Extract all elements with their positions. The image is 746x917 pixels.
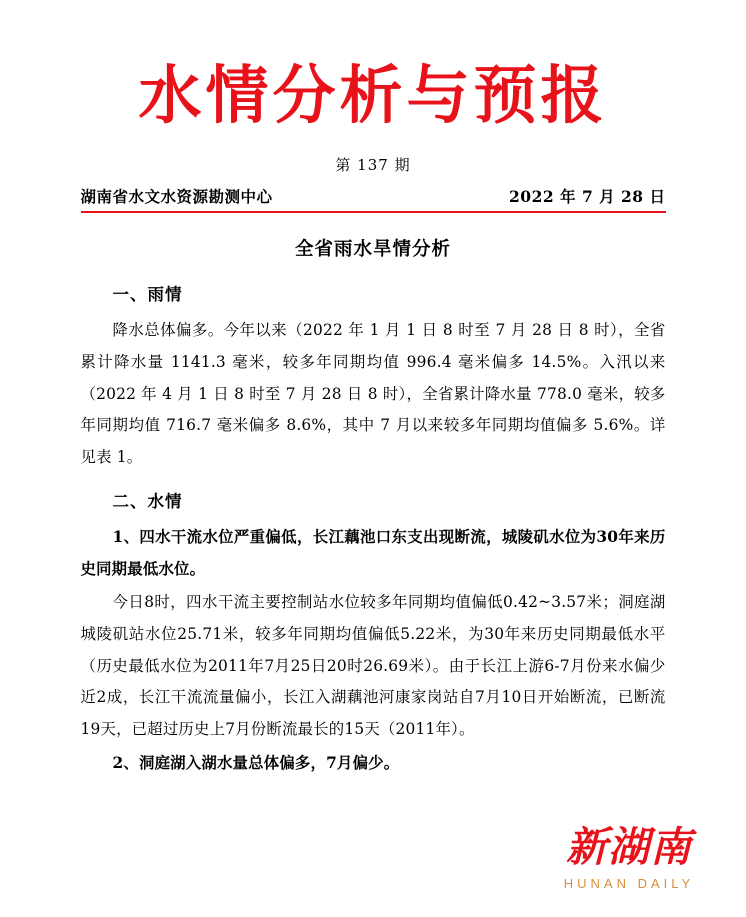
- hunan-daily-logo: [534, 823, 724, 891]
- paragraph: 今日8时，四水干流主要控制站水位较多年同期均值偏低0.42~3.57米；洞庭湖城陵矶站水位25.71米，较多年同期均值偏低5.22米，为30年来历史同期最低水平（历史最低水位为2011年7月25日20时26.69米）。由于长江上游6-7月份来水偏少近2成，长江干流流量偏小，长江入湖藕池河康家岗站自7月10日开始断流，已断流19天，已超过历史上7月份断流最长的15天（2011年）。: [80, 593, 666, 739]
- publication-date: 2022 年 7 月 28 日: [509, 187, 666, 207]
- section-heading-water: 二、水情: [112, 491, 183, 511]
- page-title: 全省雨水旱情分析: [294, 239, 451, 261]
- paragraph: 降水总体偏多。今年以来（2022 年 1 月 1 日 8 时至 7 月 28 日 8 时），全省累计降水量 1141.3 毫米，较多年同期均值 996.4 毫米偏多 14.5%。入汛以来（2022 年 4 月 1 日 8 时至 7 月 28 日 8 时），全省累计降水量 778.0 毫米，较多年同期均值 716.7 毫米偏多 8.6%，其中 7 月以来较多年同期均值偏多 5.6%。详见表 1。: [80, 321, 666, 467]
- paragraph: 1、四水干流水位严重偏低，长江藕池口东支出现断流，城陵矶水位为30年来历史同期最低水位。: [80, 527, 666, 578]
- masthead: [0, 0, 746, 175]
- paragraph: 2、洞庭湖入湖水量总体偏多，7月偏少。: [112, 753, 400, 772]
- document-body: [81, 213, 666, 780]
- header-bar: [81, 185, 666, 211]
- issue-number: 第 137 期: [335, 156, 411, 175]
- issuing-organization: 湖南省水文水资源勘测中心: [80, 187, 273, 207]
- masthead-title: 水情分析与预报: [138, 58, 608, 132]
- section-heading-rainfall: 一、雨情: [112, 285, 183, 305]
- logo-chinese-text: 新湖南: [566, 823, 692, 871]
- logo-english-text: HUNAN DAILY: [563, 876, 695, 891]
